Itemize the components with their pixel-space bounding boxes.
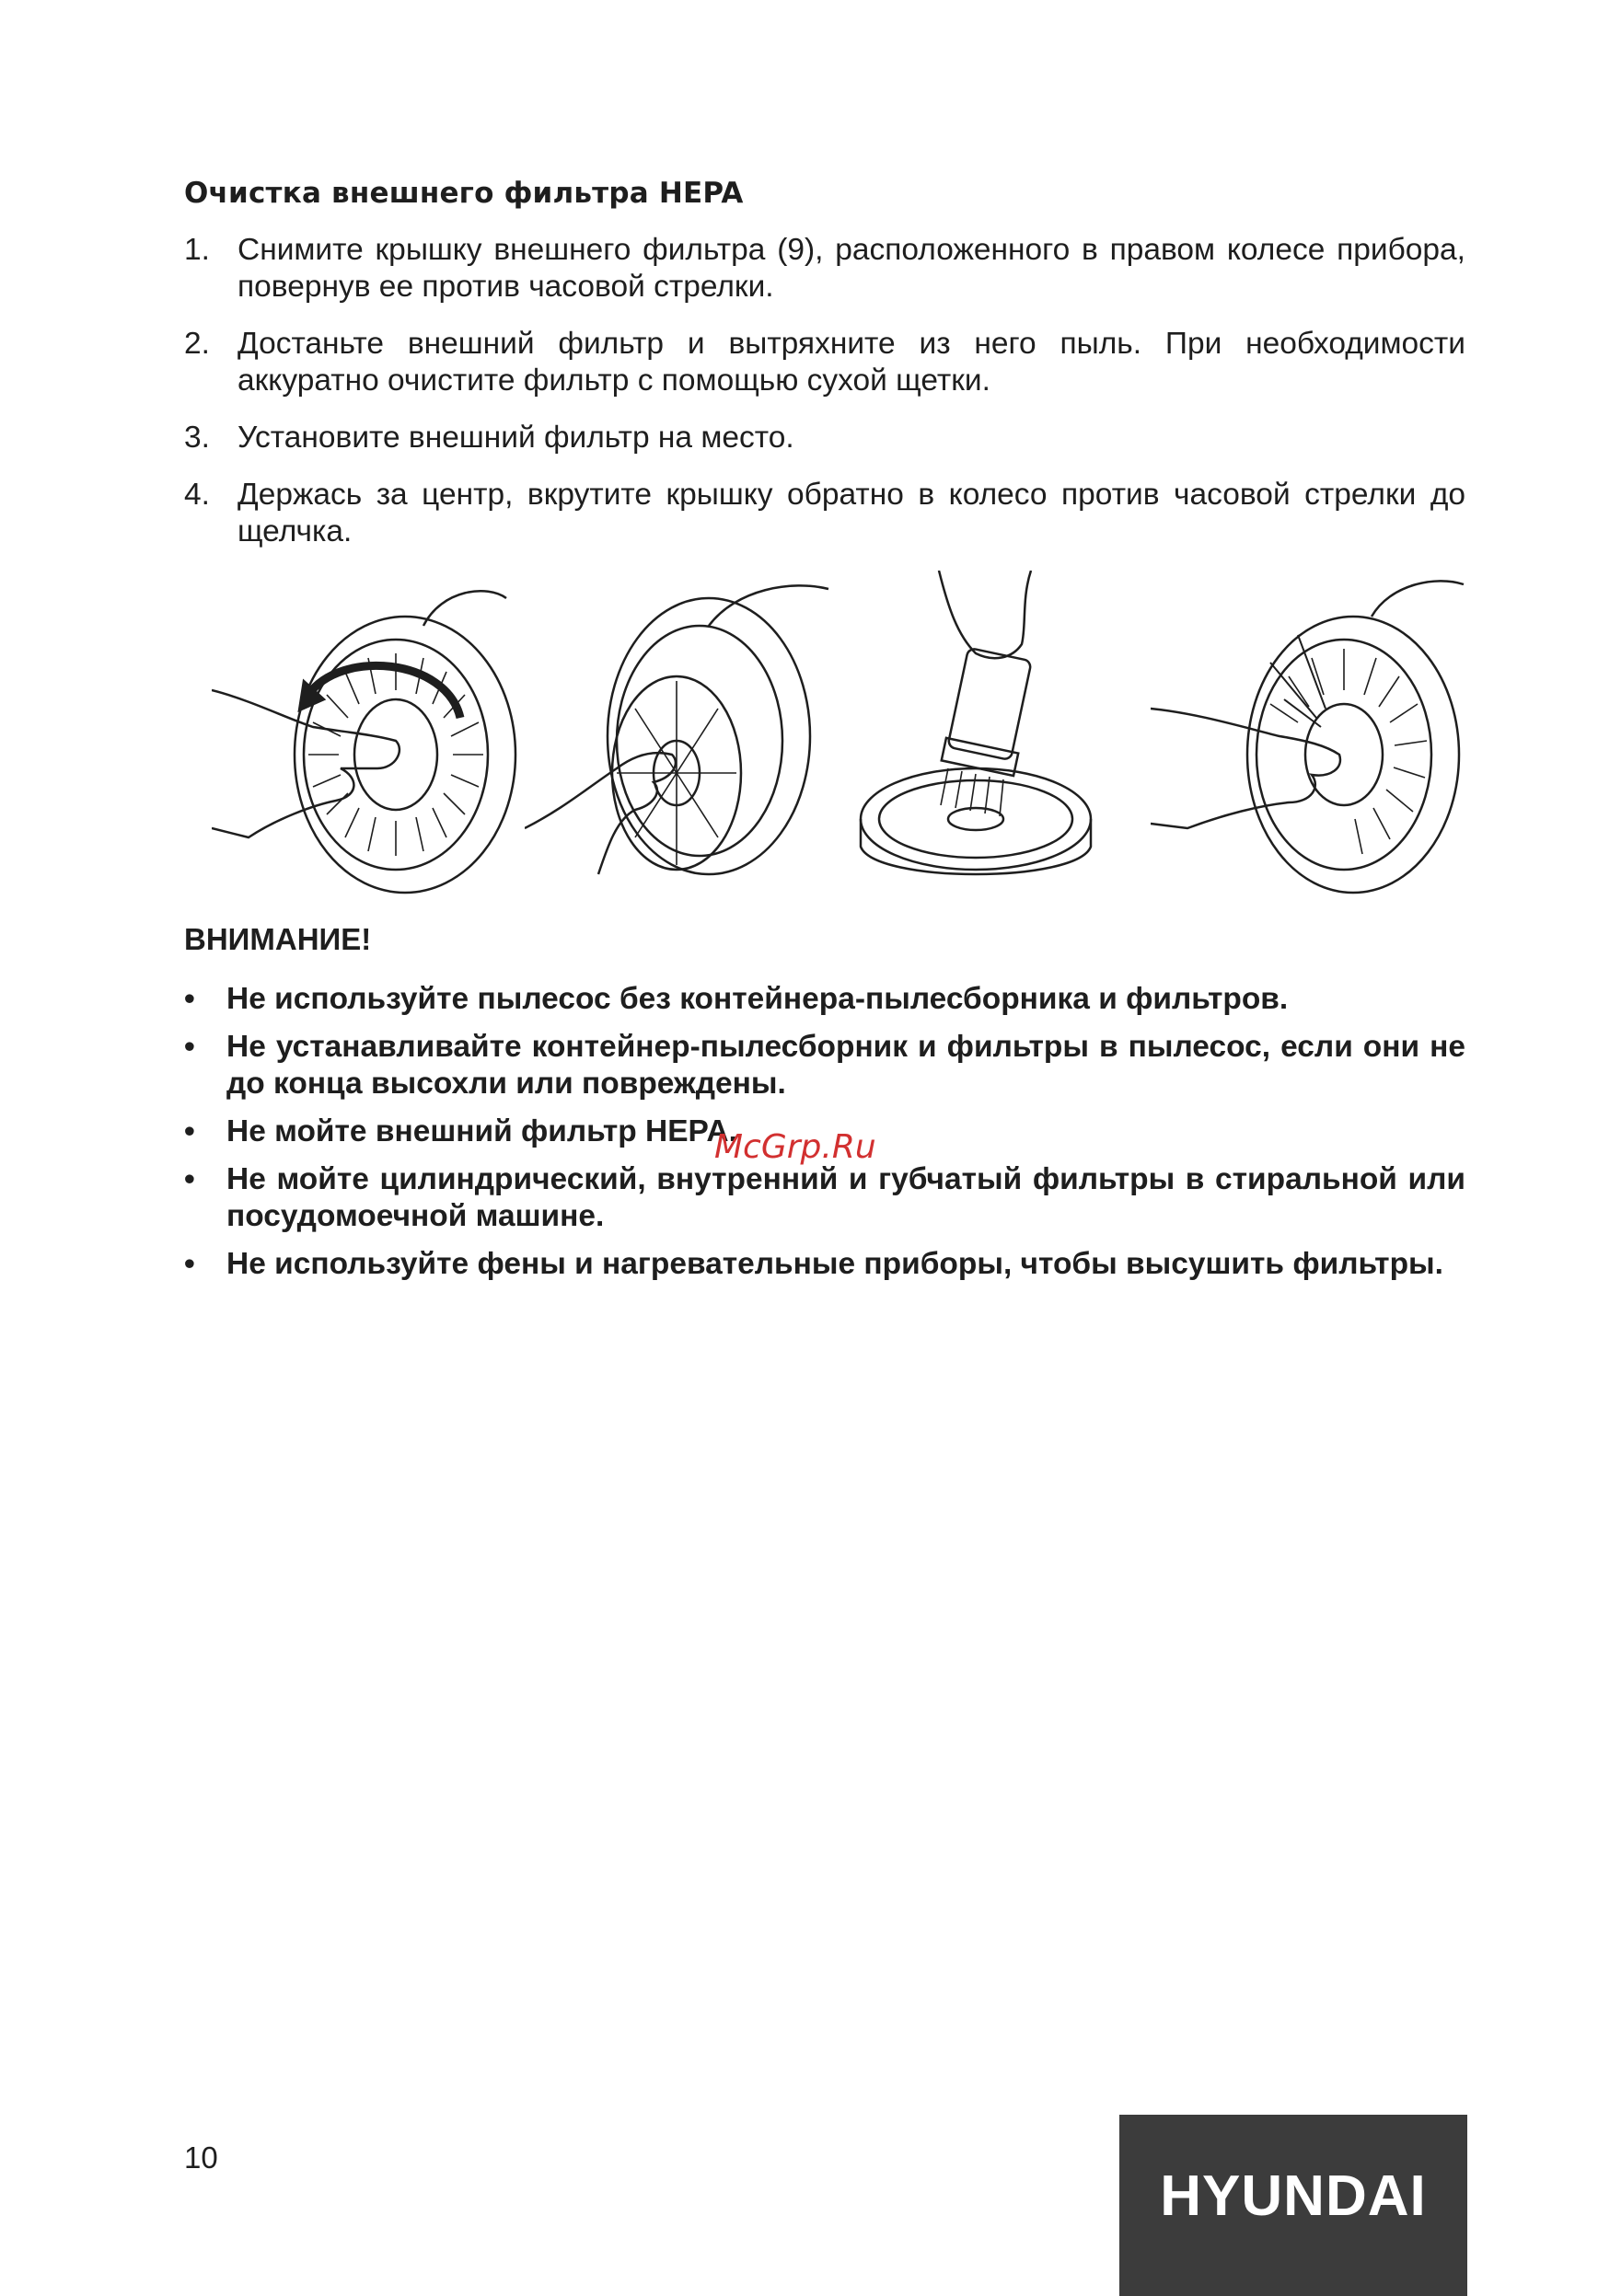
bullet-icon: • — [184, 1247, 195, 1281]
step-item — [184, 326, 1465, 399]
brand-logo — [1119, 2115, 1467, 2296]
warning-text: Не мойте цилиндрический, внутренний и губчатый фильтры в стиральной или посудомоечной машине. — [226, 1162, 1465, 1233]
step-number: 4. — [184, 478, 210, 512]
step-item — [184, 232, 1465, 306]
warning-title: ВНИМАНИЕ! — [184, 922, 372, 956]
step-text: Установите внешний фильтр на место. — [237, 421, 794, 455]
warning-item — [184, 1161, 1465, 1235]
step-number: 3. — [184, 421, 210, 455]
warning-text: Не используйте пылесос без контейнера-пылесборника и фильтров. — [226, 982, 1289, 1016]
step-text: Достаньте внешний фильтр и вытряхните из него пыль. При необходимости аккуратно очистите фильтр с помощью сухой щетки. — [237, 327, 1465, 398]
illustration-strip — [212, 571, 1465, 902]
step-item — [184, 420, 1465, 456]
warning-text: Не устанавливайте контейнер-пылесборник и фильтры в пылесос, если они не до конца высохли или повреждены. — [226, 1030, 1465, 1101]
watermark: McGrp.Ru — [714, 1128, 876, 1166]
warning-item — [184, 1029, 1465, 1102]
step-number: 1. — [184, 233, 210, 267]
step-text: Снимите крышку внешнего фильтра (9), расположенного в правом колесе прибора, повернув ее против часовой стрелки. — [237, 233, 1465, 304]
warning-item — [184, 1246, 1465, 1283]
warning-item — [184, 981, 1465, 1018]
bullet-icon: • — [184, 1162, 195, 1196]
bullet-icon: • — [184, 1114, 195, 1148]
page-number: 10 — [184, 2140, 218, 2175]
instruction-steps — [184, 232, 1465, 571]
section-heading: Очистка внешнего фильтра HEPA — [184, 177, 744, 210]
brush-filter-illustration — [856, 571, 1132, 902]
pull-filter-illustration — [525, 571, 838, 902]
install-cover-illustration — [1151, 571, 1465, 902]
warning-text: Не используйте фены и нагревательные приборы, чтобы высушить фильтры. — [226, 1247, 1443, 1281]
warning-text: Не мойте внешний фильтр HEPA. — [226, 1114, 737, 1148]
bullet-icon: • — [184, 982, 195, 1016]
step-text: Держась за центр, вкрутите крышку обратно в колесо против часовой стрелки до щелчка. — [237, 478, 1465, 548]
bullet-icon: • — [184, 1030, 195, 1064]
remove-cover-illustration — [212, 571, 525, 902]
step-item — [184, 477, 1465, 550]
step-number: 2. — [184, 327, 210, 361]
brand-text: HYUNDAI — [1160, 2164, 1427, 2228]
